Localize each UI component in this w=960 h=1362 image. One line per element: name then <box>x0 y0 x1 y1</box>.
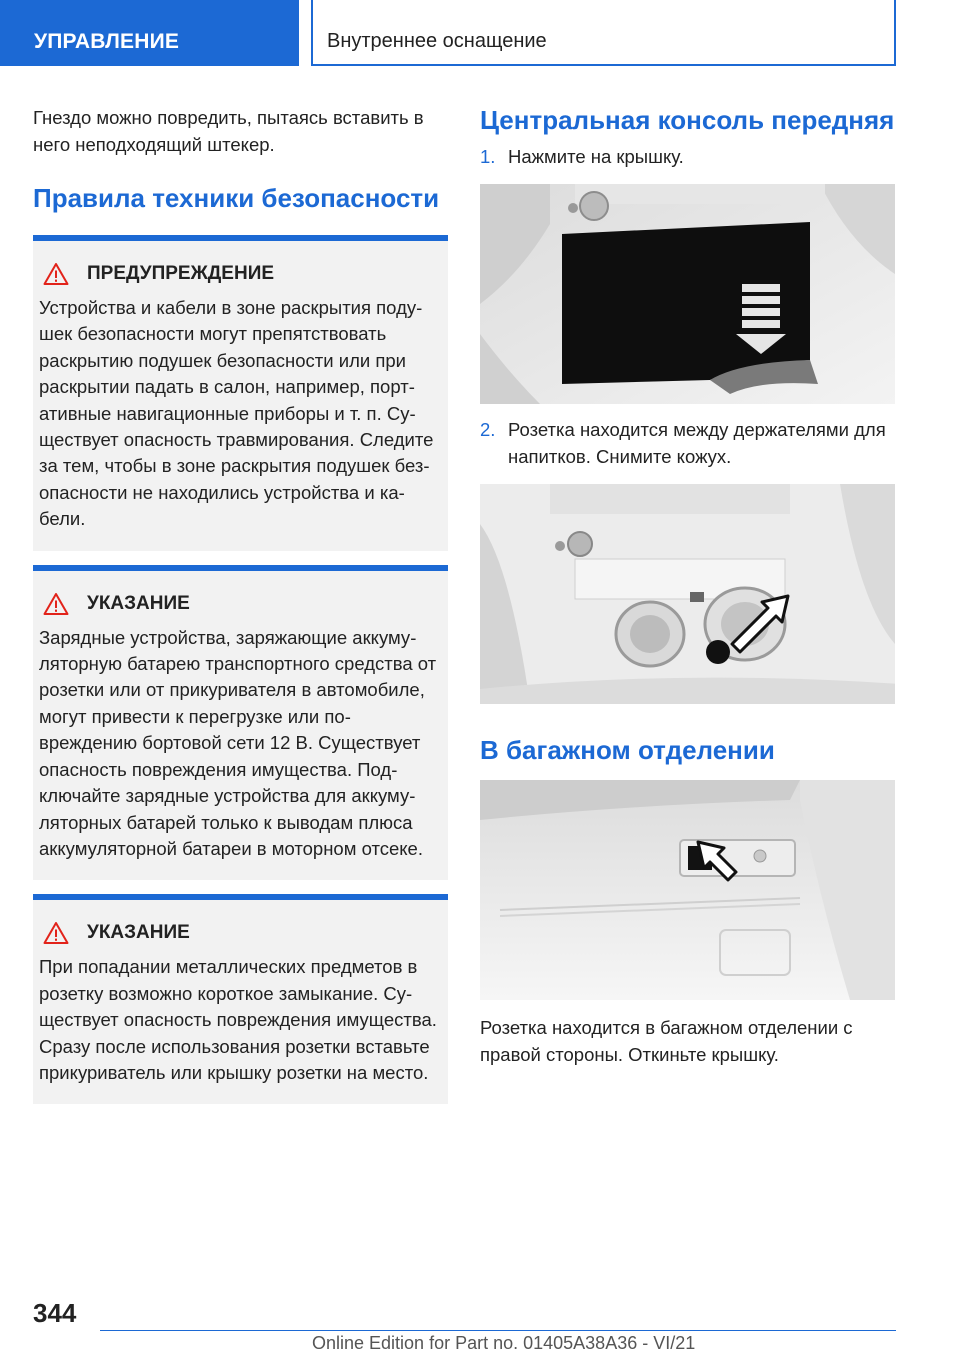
step-item <box>480 416 895 470</box>
notice-title: УКАЗАНИЕ <box>87 592 190 614</box>
warning-triangle-icon <box>43 262 69 286</box>
page-number: 344 <box>33 1298 77 1328</box>
warning-text: Устройства и кабели в зоне раскрытия подушек безопасности могут препятствовать раскрытию подушек безопасности или при раскрытии падать в салон, например, портативные навигационные приборы и т. п. Существует опасность травмирования. Следите за тем, чтобы в зоне раскрытия подушек безопасности не находились устройства и кабели. <box>39 297 434 530</box>
footer-divider <box>100 1330 896 1331</box>
notice-text: Зарядные устройства, заряжающие аккумуляторную батарею транспортного средства от розетки или от прикуривателя в автомобиле, могут привести к перегрузке или повреждению бортовой сети 12 В. Существует опасность повреждения имущества. Подключайте зарядные устройства для аккумуляторных батарей только к выводам плюса аккумуляторной батареи в моторном отсеке. <box>39 626 437 859</box>
notice-title: УКАЗАНИЕ <box>87 922 190 944</box>
step-text: Розетка находится между держателями для напитков. Снимите кожух. <box>508 419 886 467</box>
console-heading: Центральная консоль передняя <box>480 105 895 135</box>
cup-holder-socket-photo <box>480 484 895 704</box>
trunk-heading: В багажном отделении <box>480 735 775 765</box>
step-item <box>480 143 895 170</box>
page-header <box>0 0 960 66</box>
warning-box-head <box>39 259 440 289</box>
warning-box <box>33 235 448 551</box>
left-column <box>33 104 448 1104</box>
warning-triangle-icon <box>43 592 69 616</box>
step-text: Нажмите на крышку. <box>508 146 684 167</box>
notice-box-metal <box>33 894 448 1104</box>
warning-triangle-icon <box>43 921 69 945</box>
trunk-socket-photo <box>480 780 895 1000</box>
right-column <box>480 104 895 1068</box>
warning-title: ПРЕДУПРЕЖДЕНИЕ <box>87 263 275 284</box>
notice-text: При попадании металлических предметов в розетку возможно короткое замыкание. Существует опасность повреждения имущества. Сразу после использования розетки вставьте прикуриватель или крышку розетки на место. <box>39 956 437 1083</box>
step-number: 1. <box>480 146 496 167</box>
console-lid-photo <box>480 184 895 404</box>
trunk-paragraph: Розетка находится в багажном отделении с правой стороны. Откиньте крышку. <box>480 1017 853 1065</box>
section-title: Внутреннее оснащение <box>311 0 896 66</box>
chapter-title: УПРАВЛЕНИЕ <box>0 0 299 66</box>
step-number: 2. <box>480 419 496 440</box>
notice-box-head <box>39 918 440 948</box>
footer-edition: Online Edition for Part no. 01405A38A36 - VI/21 <box>312 1333 696 1353</box>
intro-paragraph: Гнездо можно повредить, пытаясь вставить в него неподходящий штекер. <box>33 107 424 155</box>
notice-box-head <box>39 589 440 619</box>
safety-heading: Правила техники безопасности <box>33 183 440 213</box>
notice-box-charger <box>33 565 448 881</box>
